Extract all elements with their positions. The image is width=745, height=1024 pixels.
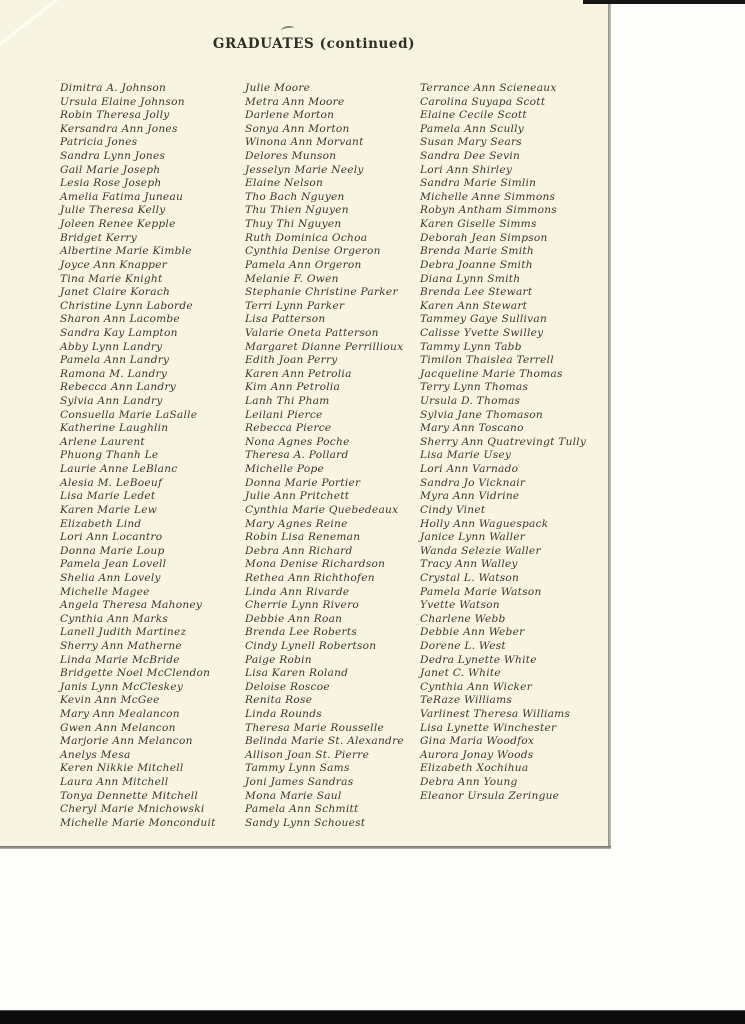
graduate-name: Alesia M. LeBoeuf	[60, 476, 163, 489]
graduate-name: Lori Ann Locantro	[60, 531, 163, 544]
graduate-name: Linda Marie McBride	[60, 653, 180, 666]
graduate-name: Ursula D. Thomas	[420, 395, 521, 408]
graduate-name: Terri Lynn Parker	[245, 299, 345, 312]
graduate-name: Tracy Ann Walley	[420, 558, 518, 571]
graduate-name: Tammy Lynn Tabb	[420, 340, 522, 353]
graduate-name: Elaine Cecile Scott	[420, 109, 527, 122]
graduate-name: Karen Marie Lew	[60, 503, 158, 516]
graduate-name: Sonya Ann Morton	[245, 122, 350, 135]
graduates-column-2	[245, 82, 404, 831]
graduate-name: Sandra Lynn Jones	[60, 150, 166, 163]
graduates-column-1	[60, 82, 216, 831]
graduate-name: Darlene Morton	[245, 109, 335, 122]
graduate-name: Cindy Lynell Robertson	[245, 639, 377, 652]
graduate-name: Paige Robin	[245, 653, 312, 666]
graduate-name: Joyce Ann Knapper	[60, 258, 168, 271]
graduate-name: Julie Theresa Kelly	[60, 204, 166, 217]
graduate-name: Tammy Lynn Sams	[245, 762, 350, 775]
graduate-name: Theresa A. Pollard	[245, 449, 349, 462]
graduate-name: Crystal L. Watson	[420, 571, 520, 584]
graduate-name: Amelia Fatima Juneau	[60, 190, 184, 203]
graduate-name: Sharon Ann Lacombe	[60, 313, 180, 326]
graduate-name: Sandy Lynn Schouest	[245, 816, 366, 829]
graduate-name: Metra Ann Moore	[245, 95, 345, 108]
graduate-name: Kersandra Ann Jones	[60, 122, 178, 135]
scanner-edge-top	[583, 0, 745, 4]
graduate-name: Anelys Mesa	[60, 748, 131, 761]
graduate-name: Janet C. White	[420, 667, 501, 680]
graduate-name: Mona Marie Saul	[245, 789, 342, 802]
graduate-name: Patricia Jones	[60, 136, 138, 149]
graduate-name: Gwen Ann Melancon	[60, 721, 176, 734]
graduate-name: Wanda Selezie Waller	[420, 544, 541, 557]
graduate-name: Robyn Antham Simmons	[420, 204, 557, 217]
graduate-name: TeRaze Williams	[420, 694, 513, 707]
graduate-name: Sandra Dee Sevin	[420, 150, 521, 163]
graduate-name: Tonya Dennette Mitchell	[60, 789, 198, 802]
graduate-name: Lanell Judith Martinez	[60, 626, 187, 639]
scanner-edge-bottom	[0, 1011, 745, 1024]
graduate-name: Ramona M. Landry	[60, 367, 168, 380]
graduate-name: Calisse Yvette Swilley	[420, 326, 544, 339]
graduate-name: Lisa Lynette Winchester	[420, 721, 557, 734]
graduate-name: Laura Ann Mitchell	[60, 776, 169, 789]
graduate-name: Tina Marie Knight	[60, 272, 163, 285]
graduate-name: Arlene Laurent	[60, 435, 145, 448]
graduate-name: Tammey Gaye Sullivan	[420, 313, 548, 326]
graduate-name: Cherrie Lynn Rivero	[245, 599, 360, 612]
graduate-name: Leilani Pierce	[245, 408, 323, 421]
graduate-name: Linda Ann Rivarde	[245, 585, 350, 598]
graduate-name: Keren Nikkie Mitchell	[60, 762, 184, 775]
graduate-name: Melanie F. Owen	[245, 272, 339, 285]
graduate-name: Belinda Marie St. Alexandre	[245, 735, 404, 748]
graduate-name: Brenda Marie Smith	[420, 245, 534, 258]
graduate-name: Pamela Ann Landry	[60, 354, 170, 367]
graduate-name: Tho Bach Nguyen	[245, 190, 345, 203]
graduate-name: Mary Ann Mealancon	[60, 708, 180, 721]
graduate-name: Elaine Nelson	[245, 177, 324, 190]
graduate-name: Michelle Marie Monconduit	[60, 816, 216, 829]
graduate-name: Carolina Suyapa Scott	[420, 95, 546, 108]
graduate-name: Donna Marie Portier	[245, 476, 361, 489]
graduate-name: Delores Munson	[245, 150, 337, 163]
graduate-name: Pamela Ann Scully	[420, 122, 525, 135]
graduate-name: Yvette Watson	[420, 599, 500, 612]
graduate-name: Julie Ann Pritchett	[245, 490, 350, 503]
graduate-name: Marjorie Ann Melancon	[60, 735, 193, 748]
graduates-column-3	[420, 82, 586, 803]
graduate-name: Elizabeth Xochihua	[420, 762, 529, 775]
graduate-name: Myra Ann Vidrine	[420, 490, 520, 503]
graduate-name: Lanh Thi Pham	[245, 395, 330, 408]
graduate-name: Albertine Marie Kimble	[60, 245, 192, 258]
graduate-name: Sylvia Jane Thomason	[420, 408, 543, 421]
graduate-name: Elizabeth Lind	[60, 517, 142, 530]
graduate-name: Karen Ann Petrolia	[245, 367, 352, 380]
graduate-name: Consuella Marie LaSalle	[60, 408, 198, 421]
graduate-name: Katherine Laughlin	[60, 422, 169, 435]
graduate-name: Joni James Sandras	[245, 776, 354, 789]
graduate-name: Linda Rounds	[245, 708, 322, 721]
paper-shadow-right	[608, 0, 611, 849]
graduate-name: Donna Marie Loup	[60, 544, 165, 557]
graduate-name: Lisa Patterson	[245, 313, 326, 326]
graduate-name: Phuong Thanh Le	[60, 449, 159, 462]
graduate-name: Julie Moore	[245, 82, 311, 94]
graduate-name: Cynthia Marie Quebedeaux	[245, 503, 399, 516]
graduate-name: Lisa Karen Roland	[245, 667, 349, 680]
graduate-name: Debbie Ann Roan	[245, 612, 343, 625]
graduate-name: Dimitra A. Johnson	[60, 82, 167, 94]
graduate-name: Angela Theresa Mahoney	[60, 599, 203, 612]
graduate-name: Janet Claire Korach	[60, 286, 171, 299]
graduate-name: Jesselyn Marie Neely	[245, 163, 364, 176]
graduate-name: Sandra Marie Simlin	[420, 177, 537, 190]
graduate-name: Holly Ann Waguespack	[420, 517, 549, 530]
graduate-name: Charlene Webb	[420, 612, 506, 625]
graduate-name: Robin Theresa Jolly	[60, 109, 170, 122]
page-title: GRADUATES (continued)	[212, 36, 416, 52]
graduate-name: Pamela Ann Schmitt	[245, 803, 359, 816]
graduate-name: Janice Lynn Waller	[420, 531, 526, 544]
graduate-name: Debbie Ann Weber	[420, 626, 525, 639]
graduate-name: Shelia Ann Lovely	[60, 571, 161, 584]
graduate-name: Robin Lisa Reneman	[245, 531, 361, 544]
graduate-name: Winona Ann Morvant	[245, 136, 364, 149]
graduate-name: Lisa Marie Usey	[420, 449, 512, 462]
graduate-name: Dedra Lynette White	[420, 653, 537, 666]
graduate-name: Michelle Magee	[60, 585, 150, 598]
graduate-name: Bridget Kerry	[60, 231, 137, 244]
graduate-name: Aurora Jonay Woods	[420, 748, 534, 761]
graduate-name: Deloise Roscoe	[245, 680, 330, 693]
graduate-name: Susan Mary Sears	[420, 136, 522, 149]
graduate-name: Rebecca Pierce	[245, 422, 332, 435]
graduate-name: Pamela Ann Orgeron	[245, 258, 362, 271]
scan-artifact-mark	[281, 25, 295, 33]
graduate-name: Lesia Rose Joseph	[60, 177, 162, 190]
graduate-name: Bridgette Noel McClendon	[60, 667, 211, 680]
graduate-name: Pamela Marie Watson	[420, 585, 542, 598]
graduate-name: Renita Rose	[245, 694, 313, 707]
graduate-name: Brenda Lee Roberts	[245, 626, 358, 639]
graduate-name: Gail Marie Joseph	[60, 163, 161, 176]
graduate-name: Laurie Anne LeBlanc	[60, 463, 178, 476]
graduate-name: Karen Giselle Simms	[420, 218, 537, 231]
graduate-name: Jacqueline Marie Thomas	[420, 367, 563, 380]
graduate-name: Theresa Marie Rousselle	[245, 721, 384, 734]
graduate-name: Diana Lynn Smith	[420, 272, 521, 285]
graduate-name: Allison Joan St. Pierre	[245, 748, 370, 761]
graduate-name: Mary Ann Toscano	[420, 422, 524, 435]
graduate-name: Varlinest Theresa Williams	[420, 708, 571, 721]
graduate-name: Terrance Ann Scieneaux	[420, 82, 557, 94]
graduate-name: Nona Agnes Poche	[245, 435, 350, 448]
graduate-name: Sandra Jo Vicknair	[420, 476, 526, 489]
graduate-name: Terry Lynn Thomas	[420, 381, 529, 394]
graduate-name: Debra Ann Richard	[245, 544, 353, 557]
graduate-name: Cynthia Ann Wicker	[420, 680, 533, 693]
graduate-name: Kevin Ann McGee	[60, 694, 160, 707]
graduate-name: Eleanor Ursula Zeringue	[420, 789, 560, 802]
graduate-name: Margaret Dianne Perrillioux	[245, 340, 404, 353]
graduate-name: Ruth Dominica Ochoa	[245, 231, 368, 244]
graduate-name: Edith Joan Perry	[245, 354, 338, 367]
graduate-name: Abby Lynn Landry	[60, 340, 163, 353]
graduate-name: Christine Lynn Laborde	[60, 299, 193, 312]
graduate-name: Deborah Jean Simpson	[420, 231, 548, 244]
graduate-name: Rebecca Ann Landry	[60, 381, 177, 394]
graduate-name: Mona Denise Richardson	[245, 558, 386, 571]
graduate-name: Stephanie Christine Parker	[245, 286, 398, 299]
graduate-name: Gina Maria Woodfox	[420, 735, 535, 748]
graduate-name: Lori Ann Varnado	[420, 463, 519, 476]
graduate-name: Timilon Thaislea Terrell	[420, 354, 554, 367]
graduate-name: Lori Ann Shirley	[420, 163, 513, 176]
graduate-name: Ursula Elaine Johnson	[60, 95, 185, 108]
graduate-name: Valarie Oneta Patterson	[245, 326, 379, 339]
graduate-name: Michelle Pope	[245, 463, 325, 476]
graduate-name: Debra Joanne Smith	[420, 258, 533, 271]
graduate-name: Sherry Ann Matherne	[60, 639, 182, 652]
graduate-name: Debra Ann Young	[420, 776, 518, 789]
graduate-name: Karen Ann Stewart	[420, 299, 528, 312]
graduate-name: Cheryl Marie Mnichowski	[60, 803, 205, 816]
graduate-name: Sylvia Ann Landry	[60, 395, 163, 408]
graduate-name: Cynthia Ann Marks	[60, 612, 169, 625]
graduate-name: Rethea Ann Richthofen	[245, 571, 375, 584]
graduate-name: Mary Agnes Reine	[245, 517, 348, 530]
graduate-name: Brenda Lee Stewart	[420, 286, 533, 299]
graduate-name: Sherry Ann Quatrevingt Tully	[420, 435, 587, 448]
graduate-name: Dorene L. West	[420, 639, 506, 652]
graduate-name: Kim Ann Petrolia	[245, 381, 341, 394]
graduate-name: Michelle Anne Simmons	[420, 190, 556, 203]
graduate-name: Cindy Vinet	[420, 503, 486, 516]
graduate-name: Pamela Jean Lovell	[60, 558, 167, 571]
graduate-name: Janis Lynn McCleskey	[60, 680, 184, 693]
graduate-name: Thu Thien Nguyen	[245, 204, 349, 217]
paper-shadow-bottom	[0, 846, 611, 849]
graduate-name: Thuy Thi Nguyen	[245, 218, 342, 231]
graduate-name: Cynthia Denise Orgeron	[245, 245, 381, 258]
graduate-name: Sandra Kay Lampton	[60, 326, 178, 339]
graduate-name: Joleen Renee Kepple	[60, 218, 176, 231]
graduate-name: Lisa Marie Ledet	[60, 490, 156, 503]
